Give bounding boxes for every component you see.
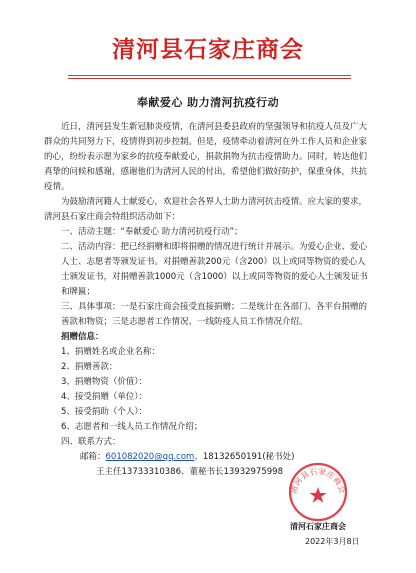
official-seal — [287, 461, 349, 523]
email-label: 邮箱： — [80, 452, 106, 462]
footer-organization: 清河石家庄商会 — [290, 522, 346, 531]
section-content: 二、活动内容：把已经捐赠和即将捐赠的情况进行统计并展示。为爱心企业、爱心人士、志愿者等颁发证书。对捐赠善款200元（含200）以上或同等物资的爱心人士颁发证书，对捐赠善款1000元（含1000）以上或同等物资的爱心人士颁发证书和牌匾； — [61, 242, 368, 297]
secretary-phone: 、18132650191(秘书处) — [194, 452, 295, 462]
seal-star-icon — [310, 487, 327, 503]
donation-item-person: 5、接受捐助（个人）： — [61, 407, 148, 417]
donation-item-unit: 4、接受捐赠（单位）： — [61, 392, 148, 402]
seal-text: 清河县石家庄商会 — [288, 466, 348, 495]
donation-item-money: 2、捐赠善款： — [61, 362, 118, 372]
title-rule-bottom — [68, 78, 351, 79]
document-subtitle: 奉献爱心 助力清河抗疫行动 — [136, 96, 280, 109]
section-details: 三、具体事项：一是石家庄商会接受直接捐赠；二是统计在各部门、各平台捐赠的善款和物资；三是志愿者工作情况、一线防疫人员工作情况介绍。 — [61, 302, 368, 327]
contact-line-2: 王主任13733310386、董秘书长13932975998 — [96, 467, 283, 477]
document-title: 清河县石家庄商会 — [112, 37, 304, 63]
donation-item-volunteer: 6、志愿者和一线人员工作情况介绍； — [61, 422, 203, 432]
footer-date: 2022年3月8日 — [305, 537, 360, 546]
contact-heading: 四、联系方式： — [61, 437, 121, 447]
donation-item-goods: 3、捐赠物资（价值）： — [61, 377, 148, 387]
donation-item-name: 1、捐赠姓名或企业名称： — [61, 347, 160, 357]
donation-info-heading: 捐赠信息： — [61, 332, 104, 342]
section-theme: 一、活动主题：“奉献爱心 助力清河抗疫行动”； — [61, 227, 243, 237]
email-link[interactable]: 601082020@qq.com — [105, 452, 195, 462]
title-rule-top — [68, 75, 351, 76]
paragraph-call: 为鼓励清河籍人士献爱心，欢迎社会各界人士助力清河抗击疫情。应大家的要求，清河县石家庄商会特组织活动如下： — [44, 197, 368, 222]
document-body — [44, 120, 369, 480]
paragraph-intro: 近日，清河县发生新冠肺炎疫情，在清河县委县政府的坚强领导和抗疫人员及广大群众的共同努力下，疫情得到初步控制。但是，疫情牵动着清河在外工作人员和企业家的心，纷纷表示愿为家乡的抗疫奉献爱心，捐款捐物为抗击疫情助力。同时，转达他们真挚的问候和感谢，感谢他们为清河人民的付出，希望他们做好防护，保重身体，共抗疫情。 — [44, 122, 368, 192]
